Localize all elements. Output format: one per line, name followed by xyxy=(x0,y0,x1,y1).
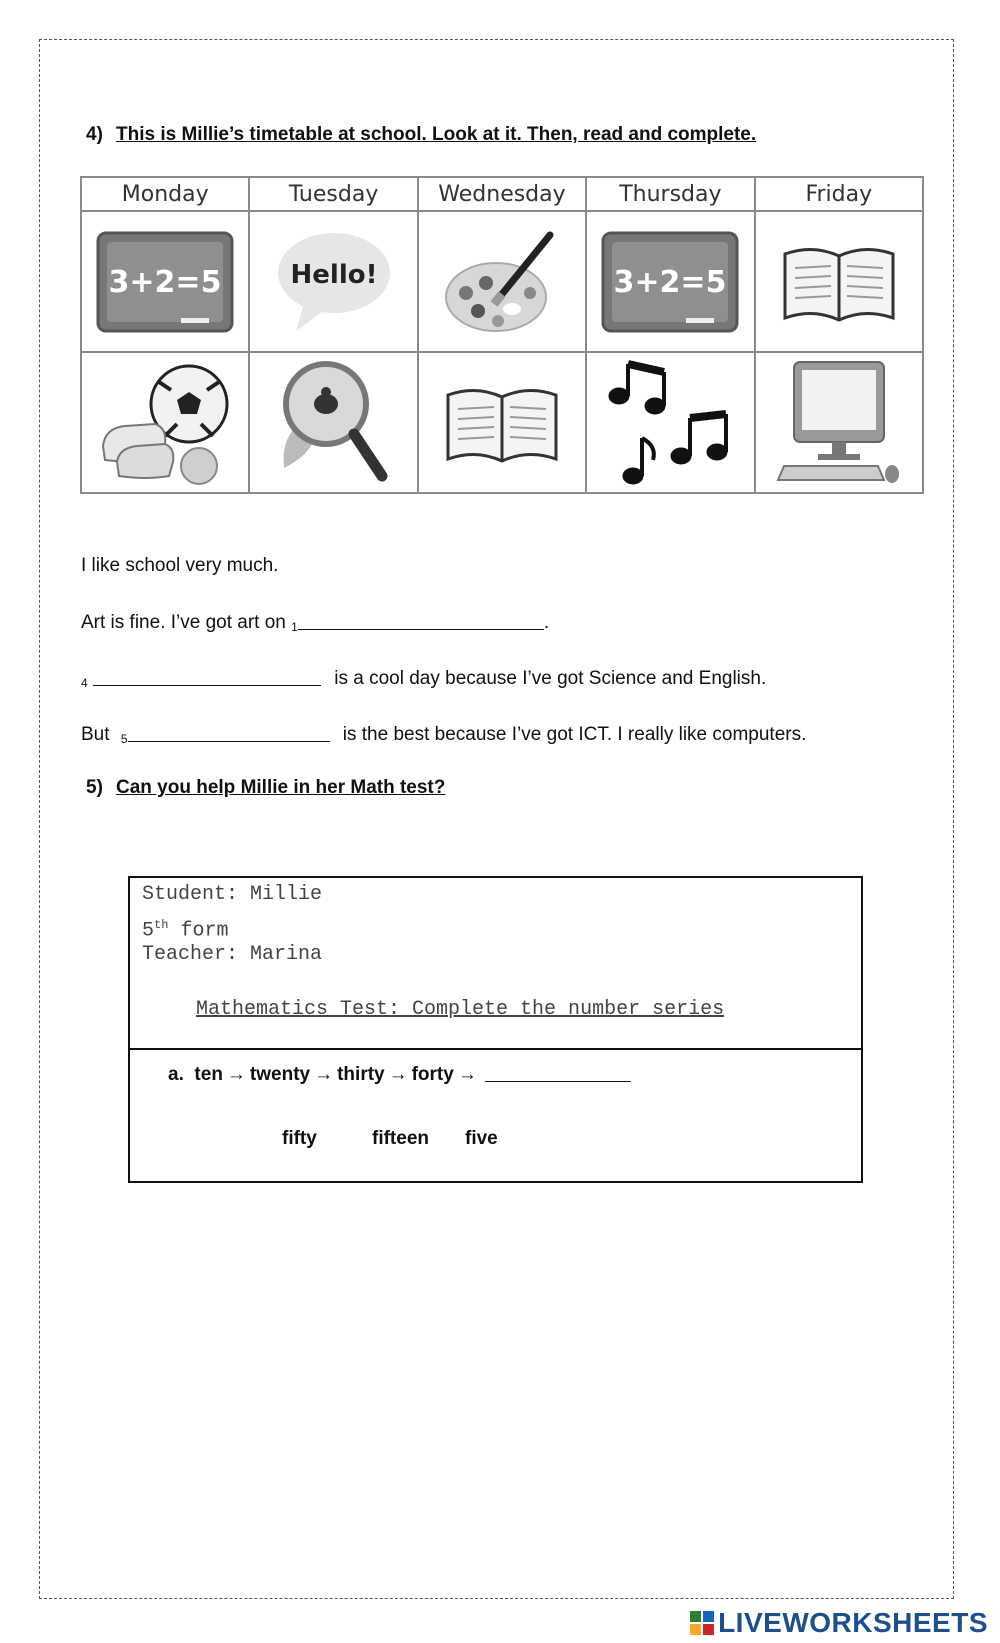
number-series xyxy=(168,1064,631,1086)
day-friday: Friday xyxy=(755,177,923,211)
blank-4-input[interactable] xyxy=(93,667,321,686)
series-term-4: forty xyxy=(411,1064,454,1085)
paint-palette-icon xyxy=(442,227,562,337)
timetable-row-2 xyxy=(81,352,923,493)
teacher-line: Teacher: Marina xyxy=(142,943,323,966)
arrow-right-icon: → xyxy=(457,1064,477,1085)
series-term-1: ten xyxy=(194,1064,223,1085)
question-5-number: 5) xyxy=(86,777,103,798)
open-book-icon xyxy=(779,232,899,332)
blank-5-input[interactable] xyxy=(128,723,330,742)
item-label: a. xyxy=(168,1064,184,1085)
series-answer-input[interactable] xyxy=(485,1065,631,1082)
arrow-right-icon: → xyxy=(388,1064,408,1085)
tuesday-slot-1 xyxy=(249,211,417,352)
series-term-2: twenty xyxy=(249,1064,311,1085)
option-five[interactable]: five xyxy=(465,1128,498,1149)
math-board-icon xyxy=(95,230,235,334)
speech-bubble-hello-icon xyxy=(274,227,394,337)
question-5-text: Can you help Millie in her Math test? xyxy=(116,777,446,798)
liveworksheets-logo-text: LIVEWORKSHEETS xyxy=(718,1607,988,1638)
sentence-1-end: . xyxy=(543,612,550,633)
monday-slot-2 xyxy=(81,352,249,493)
form-line xyxy=(142,910,849,943)
timetable-row-1 xyxy=(81,211,923,352)
sentence-5-end: is the best because I’ve got ICT. I really like computers. xyxy=(342,724,807,745)
bubble-text: Hello! xyxy=(290,259,378,290)
monday-slot-1 xyxy=(81,211,249,352)
computer-icon xyxy=(774,358,904,488)
sentence-4 xyxy=(81,667,766,690)
option-fifty[interactable]: fifty xyxy=(282,1128,317,1149)
math-test-title: Mathematics Test: Complete the number series xyxy=(196,998,725,1021)
arrow-right-icon: → xyxy=(226,1064,246,1085)
student-line: Student: Millie xyxy=(142,883,323,906)
math-board-icon xyxy=(600,230,740,334)
board-text: 3+2=5 xyxy=(613,264,727,300)
friday-slot-1 xyxy=(755,211,923,352)
thursday-slot-1 xyxy=(586,211,754,352)
music-notes-icon xyxy=(605,358,735,488)
form-word: form xyxy=(180,919,229,943)
liveworksheets-logo-icon xyxy=(690,1611,714,1635)
blank-5-number: 5 xyxy=(120,732,128,746)
thursday-slot-2 xyxy=(586,352,754,493)
sentence-1 xyxy=(81,611,549,634)
day-monday: Monday xyxy=(81,177,249,211)
board-text: 3+2=5 xyxy=(108,264,222,300)
math-test-body xyxy=(130,1050,861,1181)
arrow-right-icon: → xyxy=(314,1064,334,1085)
day-thursday: Thursday xyxy=(586,177,754,211)
tuesday-slot-2 xyxy=(249,352,417,493)
wednesday-slot-2 xyxy=(418,352,586,493)
blank-1-number: 1 xyxy=(291,620,298,634)
liveworksheets-logo xyxy=(690,1607,988,1639)
timetable xyxy=(80,176,924,494)
series-term-3: thirty xyxy=(337,1064,385,1085)
blank-4-number: 4 xyxy=(81,676,88,690)
magnifier-ladybug-icon xyxy=(274,358,394,488)
friday-slot-2 xyxy=(755,352,923,493)
math-test-box xyxy=(128,876,863,1183)
blank-1-input[interactable] xyxy=(298,611,544,630)
question-4-number: 4) xyxy=(86,124,103,145)
sentence-5 xyxy=(81,723,806,746)
question-5-title xyxy=(86,777,445,799)
math-test-header xyxy=(130,878,861,1050)
form-suffix: th xyxy=(154,918,169,932)
day-wednesday: Wednesday xyxy=(418,177,586,211)
day-tuesday: Tuesday xyxy=(249,177,417,211)
sports-ball-icon xyxy=(95,358,235,488)
question-4-title xyxy=(86,124,756,146)
timetable-header-row xyxy=(81,177,923,211)
question-4-text: This is Millie’s timetable at school. Look at it. Then, read and complete. xyxy=(116,124,757,145)
sentence-5-start: But xyxy=(81,724,110,745)
wednesday-slot-1 xyxy=(418,211,586,352)
form-number: 5 xyxy=(142,919,155,943)
sentence-4-end: is a cool day because I’ve got Science and English. xyxy=(334,668,767,689)
open-book-icon xyxy=(442,373,562,473)
sentence-1-start: Art is fine. I’ve got art on xyxy=(81,612,286,633)
intro-sentence: I like school very much. xyxy=(81,555,279,576)
option-fifteen[interactable]: fifteen xyxy=(372,1128,429,1149)
